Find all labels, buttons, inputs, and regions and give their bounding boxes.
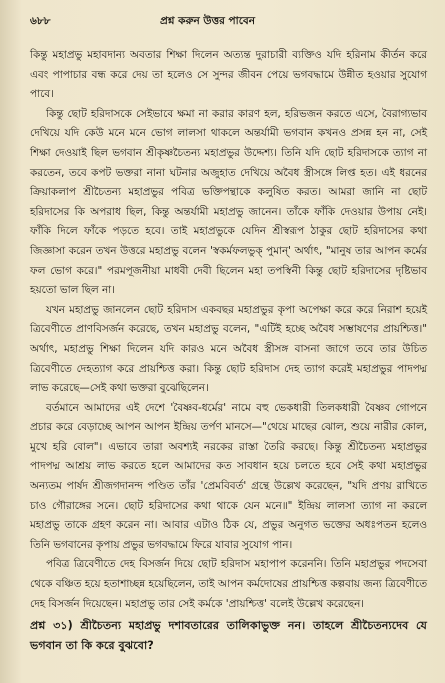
paragraph-4: বর্তমানে আমাদের এই দেশে 'বৈষ্ণব-ধর্মের' নামে বহু ভেকধারী তিলকধারী বৈষ্ণব গোপনে প্রচার করে বেড়াচ্ছে আপন আপন ইন্দ্রিয় তর্পণ মানসে—"থেয়ে মাছের ঝোল, শুয়ে নারীর কোল, মুখে হরি বোল"। এভাবে তারা অবশ্যই নরকের রাস্তা তৈরি করছে। কিন্তু শ্রীচৈতন্য মহাপ্রভুর পাদপদ্ম আশ্রয় লাভ করতে হলে আমাদের কত সাবধান হয়ে চলতে হবে সেই কথা মহাপ্রভুর অন্যতম পার্ষদ শ্রীজগদানন্দ পণ্ডিত তাঁর 'প্রেমবিবর্ত' গ্রন্থে উল্লেখ করেছেন, "যদি প্রণয় রাখিতে চাও গৌরাঙ্গের সনে। ছোট হরিদাসের কথা থাকে যেন মনে॥" ইন্দ্রিয় লালসা ত্যাগ না করলে মহাপ্রভু তাকে গ্রহণ করেন না। আবার এটাও ঠিক যে, প্রভুর অনুগত ভক্তের অধঃপতন হলেও তিনি ভগবানের কৃপায় প্রভুর ভগবদ্ধামে ফিরে যাবার সুযোগ পান। bbox=[30, 401, 427, 551]
page-number: ৬৮৮ bbox=[30, 15, 51, 27]
paragraph-5: পবিত্র ত্রিবেণীতে দেহ বিসর্জন দিয়ে ছোট হরিদাস মহাপাপ করেননি। তিনি মহাপ্রভুর পদসেবা থেকে বঞ্চিত হয়ে হতাশাচ্ছন্ন হয়েছিলেন, তাই আপন কর্মদোষের প্রায়শ্চিত্ত কল্পবায় জন্য ত্রিবেণীতে দেহ বিসর্জন দিয়েছেন। মহাপ্রভু তার সেই কর্মকে 'প্রায়শ্চিত্ত' বলেই উল্লেখ করেছেন। bbox=[30, 558, 427, 610]
question-heading: প্রশ্ন ৩১) শ্রীচৈতন্য মহাপ্রভু দশাবতারের তালিকাভুক্ত নন। তাহলে শ্রীচৈতন্যদেব যে ভগবান তা কি করে বুঝবো? bbox=[30, 619, 427, 653]
paragraph-3: যখন মহাপ্রভু জানলেন ছোট হরিদাস একবছর মহাপ্রভুর কৃপা অপেক্ষা করে করে নিরাশ হয়েই ত্রিবেণীতে প্রাণবিসর্জন করেছে, তখন মহাপ্রভু বলেন, "এটিই হচ্ছে অবৈধ সম্ভাষণের প্রায়শ্চিত্ত।" অর্থাৎ, মহাপ্রভু শিক্ষা দিলেন যদি কারও মনে অবৈধ স্ত্রীসঙ্গ বাসনা জাগে তবে তার উচিত ত্রিবেণীতে দেহত্যাগ করে প্রায়শ্চিত্ত করা। কিন্তু ছোট হরিদাস দেহ ত্যাগ করেই মহাপ্রভুর পাদপদ্ম লাভ করেছে—সেই কথা ভক্তরা বুঝেছিলেন। bbox=[30, 303, 427, 395]
paragraph-1: কিন্তু মহাপ্রভু মহাবদান্য অবতার শিক্ষা দিলেন অত্যন্ত দুরাচারী ব্যক্তিও যদি হরিনাম কীর্তন করে এবং পাপাচার বন্ধ করে দেয় তা হলেও সে সুন্দর জীবন পেয়ে ভগবদ্ধামে উন্নীত হওয়ার সুযোগ পাবে। bbox=[30, 49, 427, 101]
body-text bbox=[30, 46, 427, 656]
page-header bbox=[30, 14, 427, 36]
running-title: প্রশ্ন করুন উত্তর পাবেন bbox=[160, 15, 256, 27]
paragraph-2: কিন্তু ছোট হরিদাসকে সেইভাবে ক্ষমা না করার কারণ হল, হরিভজন করতে এসে, বৈরাগ্যভাব দেখিয়ে যদি কেউ মনে মনে ভোগ লালসা থাকলে অন্তর্যামী ভগবান কখনও প্রসন্ন হন না, সেই শিক্ষা দেওয়াই ছিল ভগবান শ্রীকৃষ্ণচৈতন্য মহাপ্রভুর উদ্দেশ্য। তিনি যদি ছোট হরিদাসকে ত্যাগ না করতেন, তবে কপট ভক্তরা নানা ঘটনার অজুহাত দেখিয়ে অবৈধ স্ত্রীসঙ্গে লিপ্ত হত। এই ধরনের ক্রিয়াকলাপ শ্রীচৈতন্য মহাপ্রভুর পবিত্র ভক্তিপন্থাকে কলুষিত করত। আমরা জানি না ছোট হরিদাসের কি অপরাধ ছিল, কিন্তু অন্তর্যামী মহাপ্রভু জানেন। তাঁকে ফাঁকি দেওয়ার উপায় নেই। ফাঁকি দিলে ফাঁকে পড়তে হবে। তাই মহাপ্রভুকে যেদিন শ্রীস্বরূপ ঠাকুর ছোট হরিদাসের কথা জিজ্ঞাসা করেন তখন উত্তরে মহাপ্রভু বলেন 'স্বকর্মফলভুক্ পুমান্' অর্থাৎ, "মানুষ তার আপন কর্মের ফল ভোগ করে।" পরমপূজনীয়া মাধবী দেবী ছিলেন মহা তপস্বিনী কিন্তু ছোট হরিদাসের দৃষ্টিভাব হয়তো ভাল ছিল না। bbox=[30, 107, 427, 297]
